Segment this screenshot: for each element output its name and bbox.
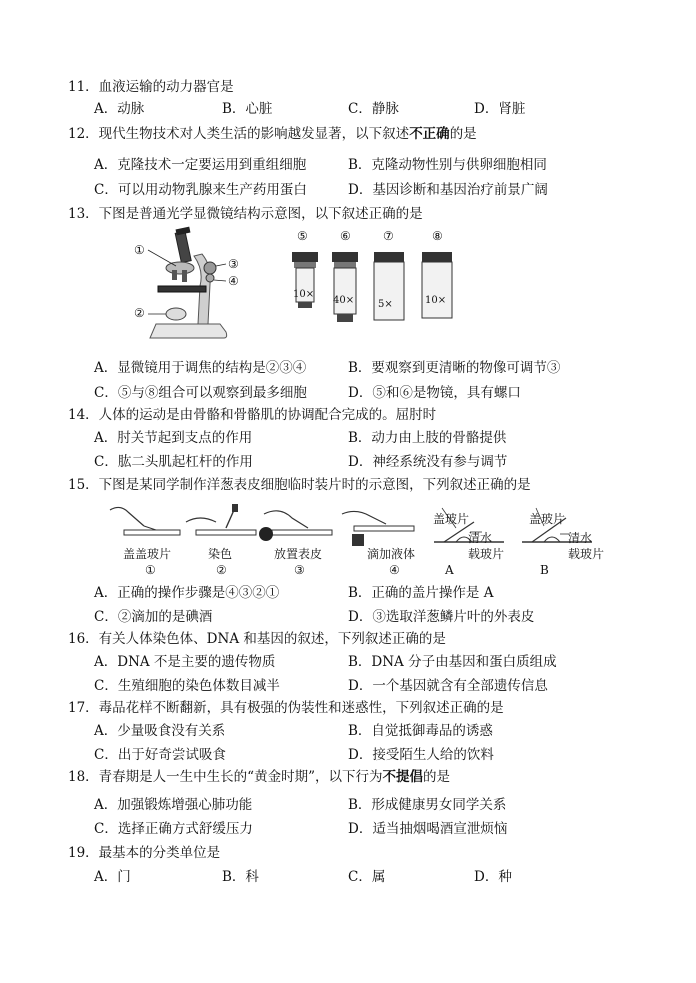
microscope-stage bbox=[158, 286, 206, 292]
eyepiece-lens-8 bbox=[422, 252, 452, 318]
q12-option-c[interactable]: C．可以用动物乳腺来生产药用蛋白 bbox=[94, 182, 307, 198]
q15-option-b[interactable]: B．正确的盖片操作是 A bbox=[348, 585, 494, 601]
q19-stem: 19．最基本的分类单位是 bbox=[68, 845, 221, 861]
q12-stem: 12．现代生物技术对人类生活的影响越发显著，以下叙述不正确的是 bbox=[68, 126, 477, 142]
q14-stem: 14．人体的运动是由骨骼和骨骼肌的协调配合完成的。屈肘时 bbox=[68, 407, 437, 423]
q16-options-row2 bbox=[94, 677, 674, 695]
q19-option-c[interactable]: C．属 bbox=[348, 869, 386, 885]
q16-option-d[interactable]: D．一个基因就含有全部遗传信息 bbox=[348, 678, 548, 694]
q16-options-row1 bbox=[94, 653, 674, 671]
leader-line-1 bbox=[148, 250, 176, 266]
q13-options-row2 bbox=[94, 384, 674, 402]
q16-option-a[interactable]: A．DNA 不是主要的遗传物质 bbox=[94, 654, 276, 670]
lens-mark-6: 40× bbox=[333, 295, 355, 306]
lens-label-6: ⑥ bbox=[340, 229, 351, 243]
step-3-num: ③ bbox=[294, 563, 305, 577]
q15-options-row2 bbox=[94, 608, 674, 626]
label-a-letter: A bbox=[445, 563, 454, 577]
step-1-label: 盖盖玻片 bbox=[123, 547, 172, 561]
q11-option-b[interactable]: B．心脏 bbox=[222, 101, 273, 117]
coarse-focus-knob bbox=[204, 262, 216, 274]
objective-lens-b bbox=[182, 270, 187, 282]
q15-options-row1 bbox=[94, 584, 674, 602]
microscope-base bbox=[150, 324, 227, 338]
step-3-label: 放置表皮 bbox=[274, 547, 323, 561]
q17-options-row2 bbox=[94, 746, 674, 764]
label-a-cover: 盖玻片 bbox=[433, 512, 470, 526]
step-3-illustration bbox=[259, 511, 332, 541]
step-2-label: 染色 bbox=[208, 547, 233, 561]
micro-label-3: ③ bbox=[228, 257, 239, 271]
q17-options-row1 bbox=[94, 722, 674, 740]
micro-label-1: ① bbox=[134, 243, 145, 257]
objective-lens-6 bbox=[332, 252, 358, 322]
step-4-label: 滴加液体 bbox=[367, 547, 416, 561]
q15-stem: 15．下图是某同学制作洋葱表皮细胞临时装片时的示意图，下列叙述正确的是 bbox=[68, 477, 531, 493]
q14-options-row2 bbox=[94, 453, 674, 471]
label-b-letter: B bbox=[540, 563, 549, 577]
step-1-num: ① bbox=[145, 563, 156, 577]
q12-option-a[interactable]: A．克隆技术一定要运用到重组细胞 bbox=[94, 157, 307, 173]
q19-option-a[interactable]: A．门 bbox=[94, 869, 131, 885]
q12-options-row2 bbox=[94, 181, 674, 199]
q11-option-a[interactable]: A．动脉 bbox=[94, 101, 145, 117]
q15-option-d[interactable]: D．③选取洋葱鳞片叶的外表皮 bbox=[348, 609, 535, 625]
q18-option-c[interactable]: C．选择正确方式舒缓压力 bbox=[94, 821, 253, 837]
q19-option-b[interactable]: B．科 bbox=[222, 869, 259, 885]
step-1-illustration bbox=[110, 507, 180, 535]
q11-stem: 11．血液运输的动力器官是 bbox=[68, 79, 234, 95]
q12-option-b[interactable]: B．克隆动物性别与供卵细胞相同 bbox=[348, 157, 547, 173]
microscope-tube bbox=[175, 231, 191, 262]
label-b-water: 清水 bbox=[568, 531, 593, 545]
label-a-slide: 载玻片 bbox=[468, 547, 505, 561]
q14-option-a[interactable]: A．肘关节起到支点的作用 bbox=[94, 430, 253, 446]
lens-mark-7: 5× bbox=[378, 299, 393, 310]
leader-line-3 bbox=[216, 264, 226, 266]
step-2-illustration bbox=[186, 504, 256, 535]
label-a-water: 清水 bbox=[468, 531, 493, 545]
q14-options-row1 bbox=[94, 429, 674, 447]
q12-options-row1 bbox=[94, 156, 674, 174]
step-4-num: ④ bbox=[389, 563, 400, 577]
q17-option-d[interactable]: D．接受陌生人给的饮料 bbox=[348, 747, 494, 763]
lens-mark-8: 10× bbox=[425, 295, 447, 306]
lens-figure bbox=[286, 244, 466, 328]
q18-stem: 18．青春期是人一生中生长的“黄金时期”，以下行为不提倡的是 bbox=[68, 769, 450, 785]
q12-emphasis: 不正确 bbox=[409, 126, 450, 142]
q11-option-d[interactable]: D．肾脏 bbox=[474, 101, 526, 117]
q13-option-c[interactable]: C．⑤与⑧组合可以观察到最多细胞 bbox=[94, 385, 307, 401]
q18-options-row1 bbox=[94, 796, 674, 814]
q17-option-c[interactable]: C．出于好奇尝试吸食 bbox=[94, 747, 226, 763]
q18-emphasis: 不提倡 bbox=[382, 769, 423, 785]
q13-option-d[interactable]: D．⑤和⑥是物镜，具有螺口 bbox=[348, 385, 521, 401]
lens-label-8: ⑧ bbox=[432, 229, 443, 243]
step-2-num: ② bbox=[216, 563, 227, 577]
q16-option-b[interactable]: B．DNA 分子由基因和蛋白质组成 bbox=[348, 654, 557, 670]
q14-option-d[interactable]: D．神经系统没有参与调节 bbox=[348, 454, 508, 470]
q18-option-b[interactable]: B．形成健康男女同学关系 bbox=[348, 797, 507, 813]
q13-option-b[interactable]: B．要观察到更清晰的物像可调节③ bbox=[348, 360, 561, 376]
q11-options bbox=[94, 100, 674, 118]
q16-stem: 16．有关人体染色体、DNA 和基因的叙述，下列叙述正确的是 bbox=[68, 631, 446, 647]
lens-label-5: ⑤ bbox=[297, 229, 308, 243]
q18-option-d[interactable]: D．适当抽烟喝酒宣泄烦恼 bbox=[348, 821, 508, 837]
q15-option-a[interactable]: A．正确的操作步骤是④③②① bbox=[94, 585, 280, 601]
q13-stem: 13．下图是普通光学显微镜结构示意图，以下叙述正确的是 bbox=[68, 206, 423, 222]
fine-focus-knob bbox=[206, 274, 214, 282]
microscope-nosepiece bbox=[166, 262, 194, 274]
q17-option-a[interactable]: A．少量吸食没有关系 bbox=[94, 723, 226, 739]
q17-option-b[interactable]: B．自觉抵御毒品的诱惑 bbox=[348, 723, 493, 739]
micro-label-4: ④ bbox=[228, 274, 239, 288]
q17-stem: 17．毒品花样不断翻新，具有极强的伪装性和迷惑性，下列叙述正确的是 bbox=[68, 700, 504, 716]
q19-options bbox=[94, 868, 674, 886]
lens-label-7: ⑦ bbox=[383, 229, 394, 243]
leader-line-4 bbox=[214, 280, 226, 281]
label-b-slide: 载玻片 bbox=[568, 547, 605, 561]
q13-option-a[interactable]: A．显微镜用于调焦的结构是②③④ bbox=[94, 360, 307, 376]
q18-options-row2 bbox=[94, 820, 674, 838]
microscope-mirror bbox=[166, 308, 186, 320]
micro-label-2: ② bbox=[134, 306, 145, 320]
objective-lens-a bbox=[172, 270, 177, 280]
step-4-illustration bbox=[342, 511, 414, 546]
q19-option-d[interactable]: D．种 bbox=[474, 869, 512, 885]
q15-option-c[interactable]: C．②滴加的是碘酒 bbox=[94, 609, 213, 625]
label-b-cover: 盖玻片 bbox=[529, 512, 566, 526]
q13-options-row1 bbox=[94, 359, 674, 377]
q16-option-c[interactable]: C．生殖细胞的染色体数目减半 bbox=[94, 678, 280, 694]
q14-option-c[interactable]: C．肱二头肌起杠杆的作用 bbox=[94, 454, 253, 470]
q11-option-c[interactable]: C．静脉 bbox=[348, 101, 399, 117]
lens-mark-5: 10× bbox=[293, 289, 315, 300]
q14-option-b[interactable]: B．动力由上肢的骨骼提供 bbox=[348, 430, 507, 446]
q12-option-d[interactable]: D．基因诊断和基因治疗前景广阔 bbox=[348, 182, 548, 198]
q18-option-a[interactable]: A．加强锻炼增强心肺功能 bbox=[94, 797, 253, 813]
